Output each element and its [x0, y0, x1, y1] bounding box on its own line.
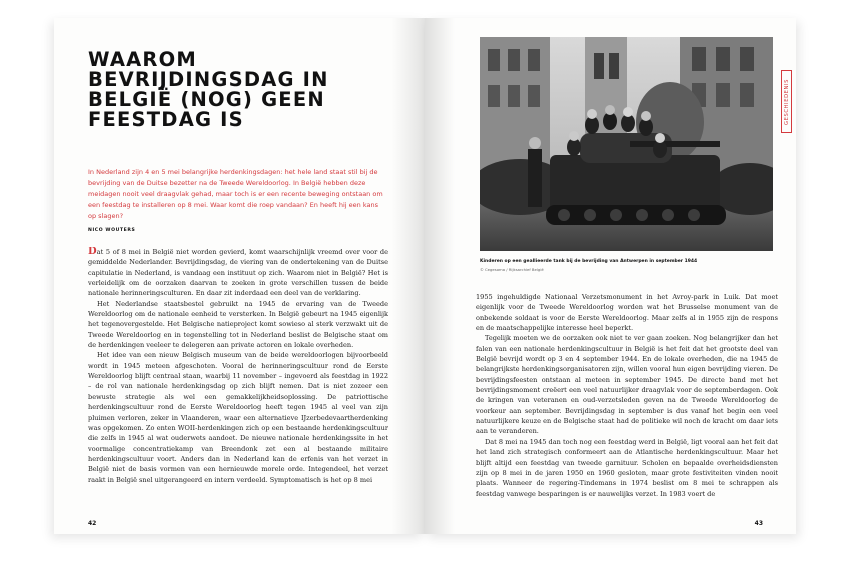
article-intro: In Nederland zijn 4 en 5 mei belangrijke herdenkingsdagen: het hele land staat stil bij de bevrijding van de Duitse bezetter na de Tweede Wereldoorlog. In België hebben deze meidagen nooit veel draagvlak gehad, maar toch is er een recente beweging ontstaan om een feestdag te installeren op 8 mei. Waar komt die roep vandaan? En heeft hij een kans op slagen? — [88, 168, 383, 220]
body-paragraph: Tegelijk moeten we de oorzaken ook niet te ver gaan zoeken. Nog belangrijker dan het falen van een nationale herdenkingscultuur in België is het feit dat het grootste deel van België bevrijd wordt op 3 en 4 september 1944. En de lokale overheden, die na 1945 de belangrijkste herdenkingsorganisatoren zijn, willen vooral hun eigen bevrijding vieren. De bevrijdingsfeesten ontstaan al meteen in september 1945. De directe band met het bevrijdingsmoment creëert een veel natuurlijker draagvlak voor de septemberdagen. Ook de kringen van veteranen en oud-verzetsleden geven na de Tweede Wereldoorlog de voorkeur aan september. Bevrijdingsdag in september is dus vanaf het begin een veel natuurlijkere keuze en de Belgische staat had de politieke wil noch de kracht om daar iets aan te veranderen. — [476, 334, 778, 436]
body-paragraph: Het Nederlandse staatsbestel gebruikt na 1945 de ervaring van de Tweede Wereldoorlog om de nationale eenheid te versterken. In België gebeurt na 1945 eigenlijk het tegenovergestelde. Het Belgische natieproject komt sowieso al sterk verzwakt uit de Tweede Wereldoorlog en in tegenstelling tot in Nederland beslist de Belgische staat om de herdenkingen veeleer te delegeren aan private actoren en lokale overheden. — [88, 299, 388, 350]
body-paragraph: 1955 ingehuldigde Nationaal Verzetsmonument in het Avroy-park in Luik. Dat moet eigenlijk voor de Tweede Wereldoorlog worden wat het Brusselse monument van de onbekende soldaat is voor de Eerste Wereldoorlog. Maar zelfs al in 1955 zijn de respons en de maatschappelijke interesse heel beperkt. — [476, 293, 778, 333]
article-title: WAAROM BEVRIJDINGSDAG IN BELGIË (NOG) GEEN FEESTDAG IS — [88, 48, 329, 131]
section-tag — [781, 70, 792, 133]
right-page — [425, 18, 796, 534]
page-number-right: 43 — [754, 520, 763, 527]
section-label: GESCHIEDENIS — [783, 78, 790, 125]
magazine-spread — [54, 18, 796, 534]
drop-cap: D — [88, 247, 97, 257]
body-paragraph: Dat 5 of 8 mei in België niet worden gevierd, komt waarschijnlijk vreemd over voor de gemiddelde Nederlander. Bevrijdingsdag, de viering van de ondertekening van de Duitse capitulatie in Nederland, is vandaag een instituut op zich. Waarom niet in België? Het is verleidelijk om de oorzaken daarvan te zoeken in grote verschillen tussen de beide nationale herinneringsculturen. En daar zit inderdaad een deel van de verklaring. — [88, 247, 388, 298]
author-byline: NICO WOUTERS — [88, 228, 136, 233]
left-body-text — [88, 247, 388, 525]
photo-credit: © Cegesoma / Rijksarchief België — [480, 267, 544, 272]
photo-caption: Kinderen op een geallieerde tank bij de bevrijding van Antwerpen in september 1944 — [480, 259, 698, 264]
right-body-text — [476, 292, 778, 528]
gutter-shadow — [425, 18, 455, 534]
body-paragraph: Dat 8 mei na 1945 dan toch nog een feestdag werd in België, ligt vooral aan het feit dat het land zich strategisch conformeert aan de Atlantische herdenkingscultuur. Maar het blijft altijd een feestdag van tweede garnituur. Scholen en bepaalde overheidsdiensten zijn op 8 mei in de jaren 1950 en 1960 gesloten, maar grote festiviteiten vinden nooit plaats. Wanneer de regering-Tindemans in 1974 beslist om 8 mei te schrappen als feestdag vanwege besparingen is er nauwelijks verzet. In 1983 voert de — [476, 437, 778, 498]
left-page — [54, 18, 425, 534]
liberation-photo — [480, 37, 773, 251]
page-number-left: 42 — [88, 520, 97, 527]
gutter-shadow — [391, 18, 425, 534]
body-paragraph: Het idee van een nieuw Belgisch museum van de beide wereldoorlogen bijvoorbeeld wordt in 1945 meteen afgeschoten. Vooral de herinneringscultuur rond de Eerste Wereldoorlog blijft centraal staan, waarbij 11 november – ingevoerd als feestdag in 1922 – de rol van nationale herdenkingsdag op zich blijft nemen. Dat is niet zozeer een bewuste strategie als wel een gemakkelijkheidsoplossing. De patriottische herdenkingscultuur rond de Eerste Wereldoorlog heeft tegen 1945 al veel van zijn pluimen verloren, zeker in Vlaanderen, waar een alternatieve IJzerbedevaartherdenking was opgekomen. Zo enten WOII-herdenkingen zich op een bestaande herdenkingscultuur die zelfs in 1945 al wat ouderwets aandoet. De nieuwe nationale herdenkingssite in het voormalige concentratiekamp van Breendonk zet een al bestaande militaire herdenkingscultuur voort. Anders dan in Nederland kan de erfenis van het verzet in België niet de basis vormen van een hernieuwde morele orde. Integendeel, het verzet raakt in België snel uitgerangeerd en intern verdeeld. Symptomatisch is het op 8 mei — [88, 351, 388, 484]
